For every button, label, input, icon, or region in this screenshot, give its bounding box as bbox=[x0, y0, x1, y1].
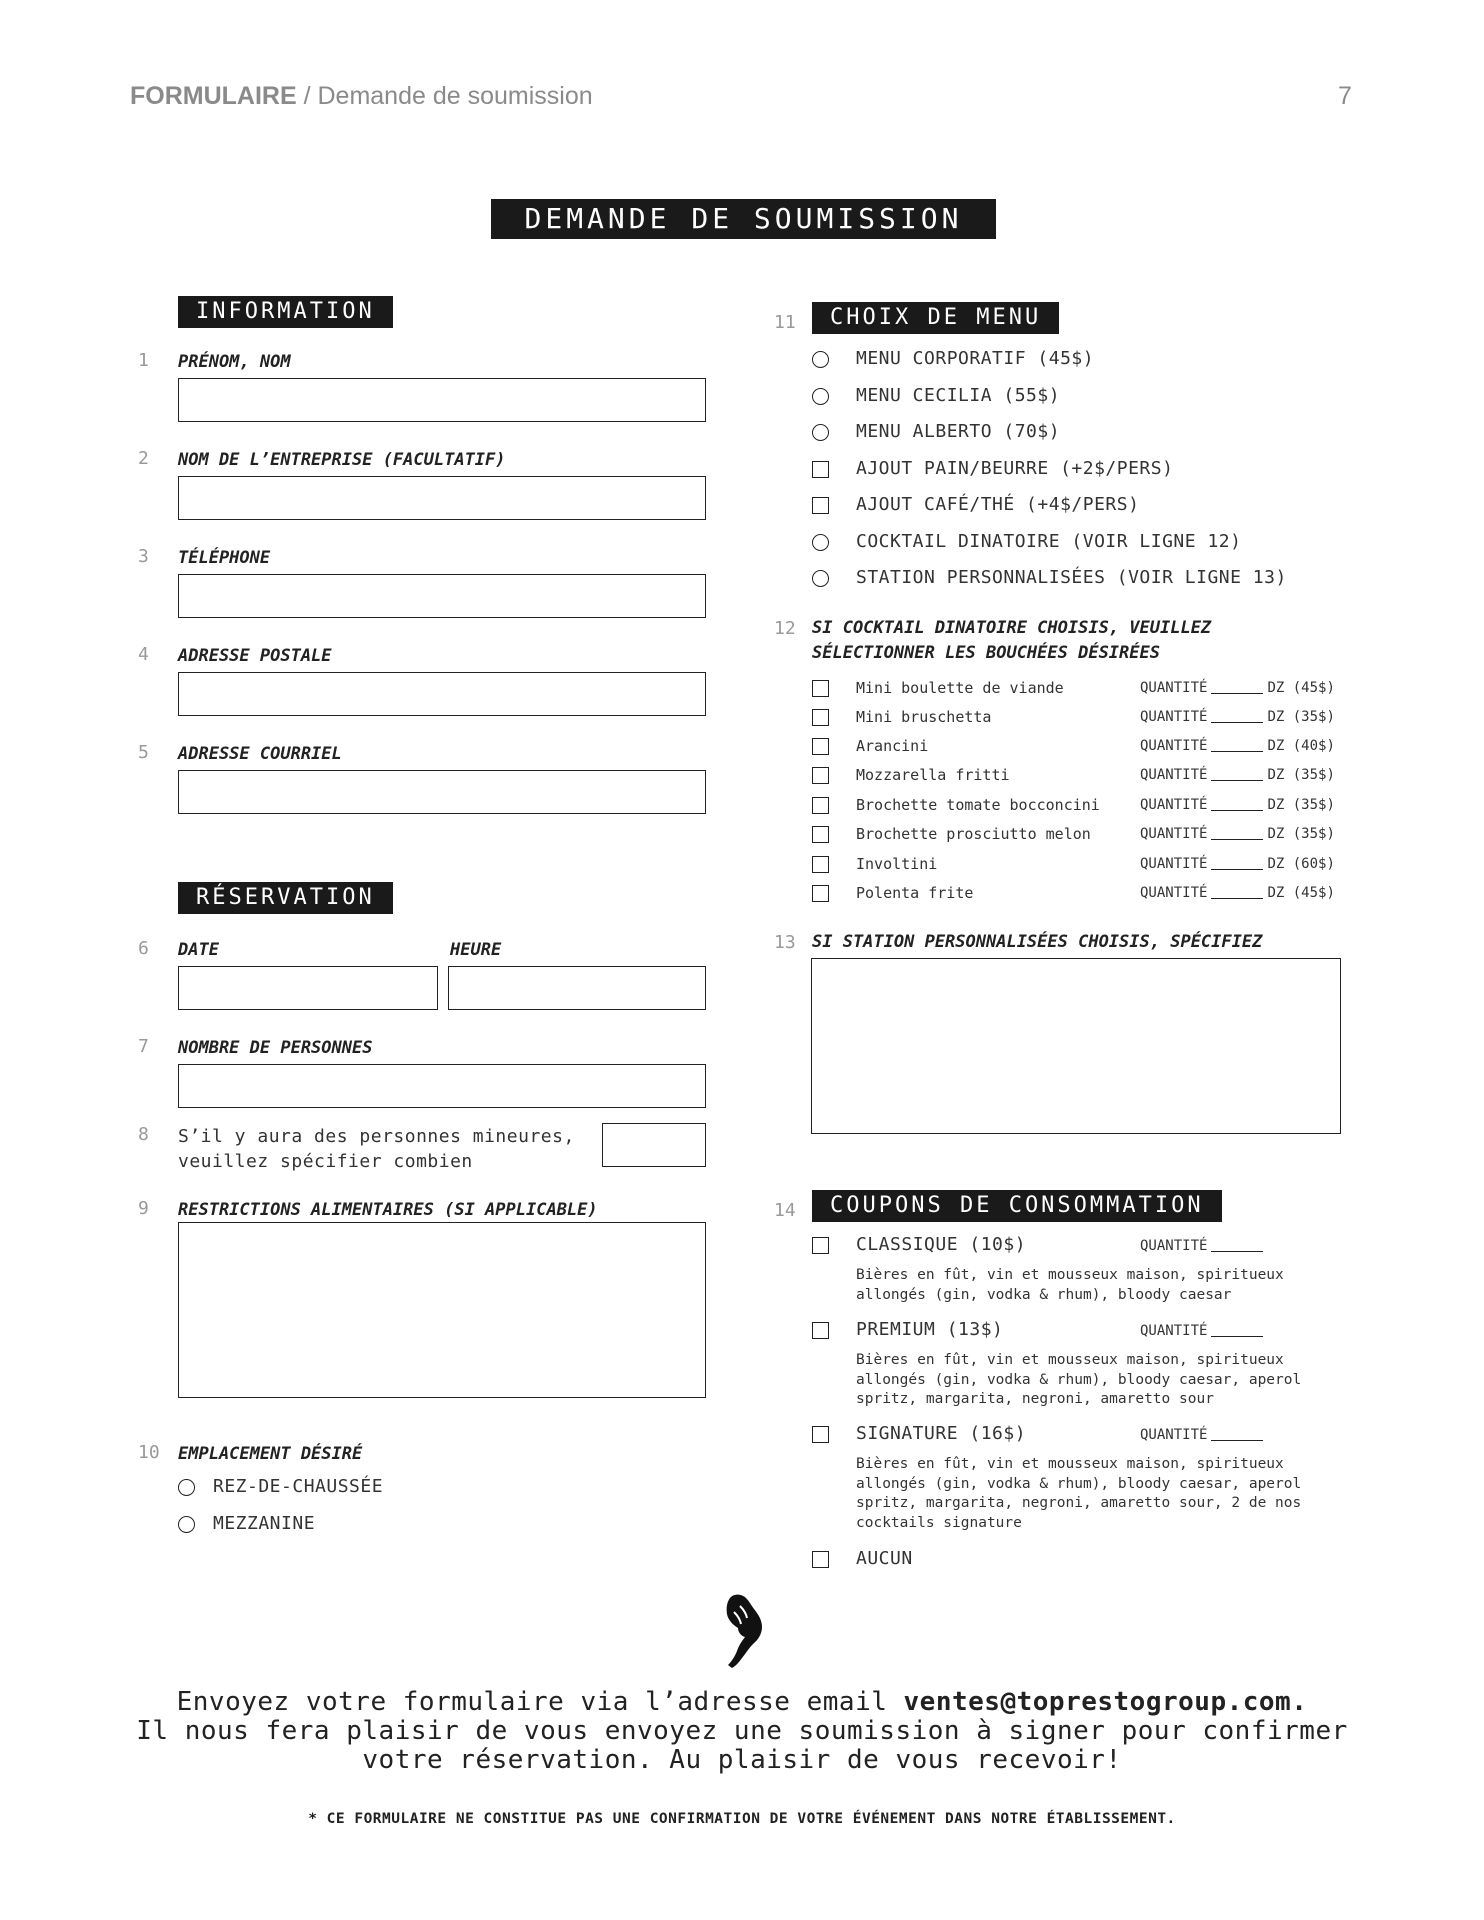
field-number: 4 bbox=[138, 644, 149, 665]
mezzanine-radio[interactable] bbox=[178, 1516, 195, 1533]
signature-checkbox[interactable] bbox=[812, 1426, 829, 1443]
quantity-field[interactable] bbox=[1140, 797, 1335, 813]
field-number: 9 bbox=[138, 1198, 149, 1219]
bouchee-name: Mini boulette de viande bbox=[856, 679, 1064, 697]
bouchee-name: Arancini bbox=[856, 737, 929, 755]
quantity-label: QUANTITÉ bbox=[1140, 1238, 1208, 1254]
bouchee-price: DZ (35$) bbox=[1267, 767, 1335, 783]
phone-label: TÉLÉPHONE bbox=[178, 548, 271, 568]
bouchee-name: Involtini bbox=[856, 855, 938, 873]
menu-corporatif-radio[interactable] bbox=[812, 351, 829, 368]
bouchee-checkbox[interactable] bbox=[812, 709, 829, 726]
coupon-name: CLASSIQUE (10$) bbox=[856, 1234, 1027, 1255]
quantity-field[interactable] bbox=[1140, 680, 1335, 696]
disclaimer: * CE FORMULAIRE NE CONSTITUE PAS UNE CONFIRMATION DE VOTRE ÉVÉNEMENT DANS NOTRE ÉTABLISSEMENT. bbox=[308, 1811, 1176, 1827]
minors-input[interactable] bbox=[602, 1123, 706, 1167]
guests-label: NOMBRE DE PERSONNES bbox=[178, 1038, 373, 1058]
email-input[interactable] bbox=[178, 770, 706, 814]
company-input[interactable] bbox=[178, 476, 706, 520]
field-number: 2 bbox=[138, 448, 149, 469]
ground-floor-option: REZ-DE-CHAUSSÉE bbox=[213, 1476, 384, 1497]
time-label: HEURE bbox=[450, 940, 502, 960]
page-header bbox=[130, 82, 593, 111]
coupon-name: PREMIUM (13$) bbox=[856, 1319, 1004, 1340]
quantity-field[interactable] bbox=[1140, 1323, 1267, 1339]
bread-butter-checkbox[interactable] bbox=[812, 461, 829, 478]
field-number: 1 bbox=[138, 350, 149, 371]
bouchee-checkbox[interactable] bbox=[812, 856, 829, 873]
quantity-line[interactable] bbox=[1211, 1440, 1263, 1441]
bouchee-price: DZ (35$) bbox=[1267, 826, 1335, 842]
bouchee-name: Brochette tomate bocconcini bbox=[856, 796, 1100, 814]
location-label: EMPLACEMENT DÉSIRÉ bbox=[178, 1444, 363, 1464]
minors-label-line: veuillez spécifier combien bbox=[178, 1151, 473, 1172]
bouchee-price: DZ (45$) bbox=[1267, 885, 1335, 901]
phone-input[interactable] bbox=[178, 574, 706, 618]
company-label: NOM DE L’ENTREPRISE (FACULTATIF) bbox=[178, 450, 506, 470]
coupon-description-line: cocktails signature bbox=[856, 1514, 1022, 1531]
bouchee-price: DZ (60$) bbox=[1267, 856, 1335, 872]
field-number: 5 bbox=[138, 742, 149, 763]
quantity-line[interactable] bbox=[1211, 869, 1263, 870]
menu-option: MENU ALBERTO (70$) bbox=[856, 421, 1061, 442]
quantity-field[interactable] bbox=[1140, 1427, 1267, 1443]
bouchee-name: Mozzarella fritti bbox=[856, 766, 1010, 784]
classique-checkbox[interactable] bbox=[812, 1237, 829, 1254]
coupon-description-line: Bières en fût, vin et mousseux maison, spiritueux bbox=[856, 1456, 1284, 1472]
form-title: DEMANDE DE SOUMISSION bbox=[491, 199, 996, 239]
section-menu-heading: CHOIX DE MENU bbox=[812, 302, 1059, 334]
field-number: 10 bbox=[138, 1442, 160, 1463]
aucun-checkbox[interactable] bbox=[812, 1551, 829, 1568]
field-number: 7 bbox=[138, 1036, 149, 1057]
station-label: SI STATION PERSONNALISÉES CHOISIS, SPÉCIFIEZ bbox=[812, 932, 1263, 952]
section-information-heading: INFORMATION bbox=[178, 296, 393, 328]
coupon-description bbox=[856, 1266, 1284, 1305]
bouchee-checkbox[interactable] bbox=[812, 738, 829, 755]
hand-logo-icon bbox=[718, 1592, 768, 1670]
cocktail-radio[interactable] bbox=[812, 534, 829, 551]
quantity-line[interactable] bbox=[1211, 722, 1263, 723]
bouchee-price: DZ (40$) bbox=[1267, 738, 1335, 754]
quantity-field[interactable] bbox=[1140, 826, 1335, 842]
date-label: DATE bbox=[178, 940, 219, 960]
ground-floor-radio[interactable] bbox=[178, 1479, 195, 1496]
coupon-description-line: spritz, margarita, negroni, amaretto sour, 2 de nos bbox=[856, 1495, 1302, 1511]
restrictions-label: RESTRICTIONS ALIMENTAIRES (SI APPLICABLE) bbox=[178, 1200, 598, 1220]
section-reservation-heading: RÉSERVATION bbox=[178, 882, 393, 914]
name-input[interactable] bbox=[178, 378, 706, 422]
bouchee-price: DZ (45$) bbox=[1267, 680, 1335, 696]
cocktail-label-line: SÉLECTIONNER LES BOUCHÉES DÉSIRÉES bbox=[812, 643, 1160, 663]
footer-line: Envoyez votre formulaire via l’adresse email bbox=[176, 1687, 904, 1717]
date-input[interactable] bbox=[178, 966, 438, 1010]
cocktail-label-line: SI COCKTAIL DINATOIRE CHOISIS, VEUILLEZ bbox=[812, 618, 1212, 638]
footer-line: Il nous fera plaisir de vous envoyez une soumission à signer pour confirmer bbox=[136, 1716, 1348, 1746]
quantity-line[interactable] bbox=[1211, 751, 1263, 752]
bouchee-checkbox[interactable] bbox=[812, 797, 829, 814]
bouchee-name: Brochette prosciutto melon bbox=[856, 825, 1091, 843]
bouchee-checkbox[interactable] bbox=[812, 680, 829, 697]
coupon-description-line: allongés (gin, vodka & rhum), bloody caesar bbox=[856, 1286, 1232, 1303]
bouchee-checkbox[interactable] bbox=[812, 885, 829, 902]
section-coupons-heading: COUPONS DE CONSOMMATION bbox=[812, 1190, 1222, 1222]
bouchee-name: Mini bruschetta bbox=[856, 708, 992, 726]
mezzanine-option: MEZZANINE bbox=[213, 1513, 316, 1534]
quantity-label: QUANTITÉ bbox=[1140, 738, 1208, 754]
menu-option: MENU CORPORATIF (45$) bbox=[856, 348, 1095, 369]
premium-checkbox[interactable] bbox=[812, 1322, 829, 1339]
coupon-description-line: Bières en fût, vin et mousseux maison, spiritueux bbox=[856, 1352, 1284, 1368]
coupon-description bbox=[856, 1455, 1301, 1533]
quantity-field[interactable] bbox=[1140, 767, 1335, 783]
page-number: 7 bbox=[1338, 82, 1352, 110]
coupon-description-line: allongés (gin, vodka & rhum), bloody caesar, aperol bbox=[856, 1475, 1302, 1492]
quantity-field[interactable] bbox=[1140, 709, 1335, 725]
quantity-label: QUANTITÉ bbox=[1140, 680, 1208, 696]
quantity-line[interactable] bbox=[1211, 898, 1263, 899]
footer-line: votre réservation. Au plaisir de vous recevoir! bbox=[362, 1745, 1122, 1775]
header-subtitle: / Demande de soumission bbox=[296, 82, 593, 110]
minors-label bbox=[178, 1124, 575, 1174]
coupon-description-line: spritz, margarita, negroni, amaretto sour bbox=[856, 1391, 1214, 1407]
quantity-label: QUANTITÉ bbox=[1140, 1427, 1208, 1443]
time-input[interactable] bbox=[448, 966, 706, 1010]
quantity-label: QUANTITÉ bbox=[1140, 797, 1208, 813]
quantity-line[interactable] bbox=[1211, 693, 1263, 694]
quantity-label: QUANTITÉ bbox=[1140, 856, 1208, 872]
quantity-line[interactable] bbox=[1211, 839, 1263, 840]
field-number: 11 bbox=[774, 312, 796, 333]
address-label: ADRESSE POSTALE bbox=[178, 646, 332, 666]
aucun-option: AUCUN bbox=[856, 1548, 913, 1569]
quantity-line[interactable] bbox=[1211, 1336, 1263, 1337]
menu-alberto-radio[interactable] bbox=[812, 424, 829, 441]
email-label: ADRESSE COURRIEL bbox=[178, 744, 342, 764]
menu-option: MENU CECILIA (55$) bbox=[856, 385, 1061, 406]
field-number: 8 bbox=[138, 1124, 149, 1145]
coffee-tea-checkbox[interactable] bbox=[812, 497, 829, 514]
coupon-name: SIGNATURE (16$) bbox=[856, 1423, 1027, 1444]
quantity-field[interactable] bbox=[1140, 885, 1335, 901]
footer-message bbox=[0, 1688, 1484, 1775]
cocktail-label bbox=[812, 616, 1211, 666]
coupon-description-line: Bières en fût, vin et mousseux maison, spiritueux bbox=[856, 1267, 1284, 1283]
station-textarea[interactable] bbox=[811, 958, 1341, 1134]
quantity-field[interactable] bbox=[1140, 856, 1335, 872]
field-number: 14 bbox=[774, 1200, 796, 1221]
quantity-label: QUANTITÉ bbox=[1140, 1323, 1208, 1339]
field-number: 12 bbox=[774, 618, 796, 639]
contact-email-link[interactable]: ventes@toprestogroup.com. bbox=[903, 1687, 1308, 1717]
guests-input[interactable] bbox=[178, 1064, 706, 1108]
quantity-line[interactable] bbox=[1211, 1251, 1263, 1252]
quantity-line[interactable] bbox=[1211, 780, 1263, 781]
field-number: 13 bbox=[774, 932, 796, 953]
station-radio[interactable] bbox=[812, 570, 829, 587]
quantity-field[interactable] bbox=[1140, 738, 1335, 754]
bouchee-checkbox[interactable] bbox=[812, 826, 829, 843]
coupon-description-line: allongés (gin, vodka & rhum), bloody caesar, aperol bbox=[856, 1371, 1302, 1388]
quantity-field[interactable] bbox=[1140, 1238, 1267, 1254]
bouchee-price: DZ (35$) bbox=[1267, 709, 1335, 725]
menu-option: COCKTAIL DINATOIRE (VOIR LIGNE 12) bbox=[856, 531, 1242, 552]
quantity-line[interactable] bbox=[1211, 810, 1263, 811]
quantity-label: QUANTITÉ bbox=[1140, 826, 1208, 842]
quantity-label: QUANTITÉ bbox=[1140, 885, 1208, 901]
restrictions-textarea[interactable] bbox=[178, 1222, 706, 1398]
minors-label-line: S’il y aura des personnes mineures, bbox=[178, 1126, 575, 1147]
menu-option: AJOUT PAIN/BEURRE (+2$/PERS) bbox=[856, 458, 1174, 479]
bouchee-checkbox[interactable] bbox=[812, 767, 829, 784]
menu-option: STATION PERSONNALISÉES (VOIR LIGNE 13) bbox=[856, 567, 1287, 588]
coupon-description bbox=[856, 1351, 1301, 1410]
menu-cecilia-radio[interactable] bbox=[812, 388, 829, 405]
quantity-label: QUANTITÉ bbox=[1140, 709, 1208, 725]
bouchee-name: Polenta frite bbox=[856, 884, 974, 902]
field-number: 6 bbox=[138, 938, 149, 959]
field-number: 3 bbox=[138, 546, 149, 567]
header-bold: FORMULAIRE bbox=[130, 82, 297, 110]
bouchee-price: DZ (35$) bbox=[1267, 797, 1335, 813]
menu-option: AJOUT CAFÉ/THÉ (+4$/PERS) bbox=[856, 494, 1140, 515]
quantity-label: QUANTITÉ bbox=[1140, 767, 1208, 783]
address-input[interactable] bbox=[178, 672, 706, 716]
name-label: PRÉNOM, NOM bbox=[178, 352, 291, 372]
